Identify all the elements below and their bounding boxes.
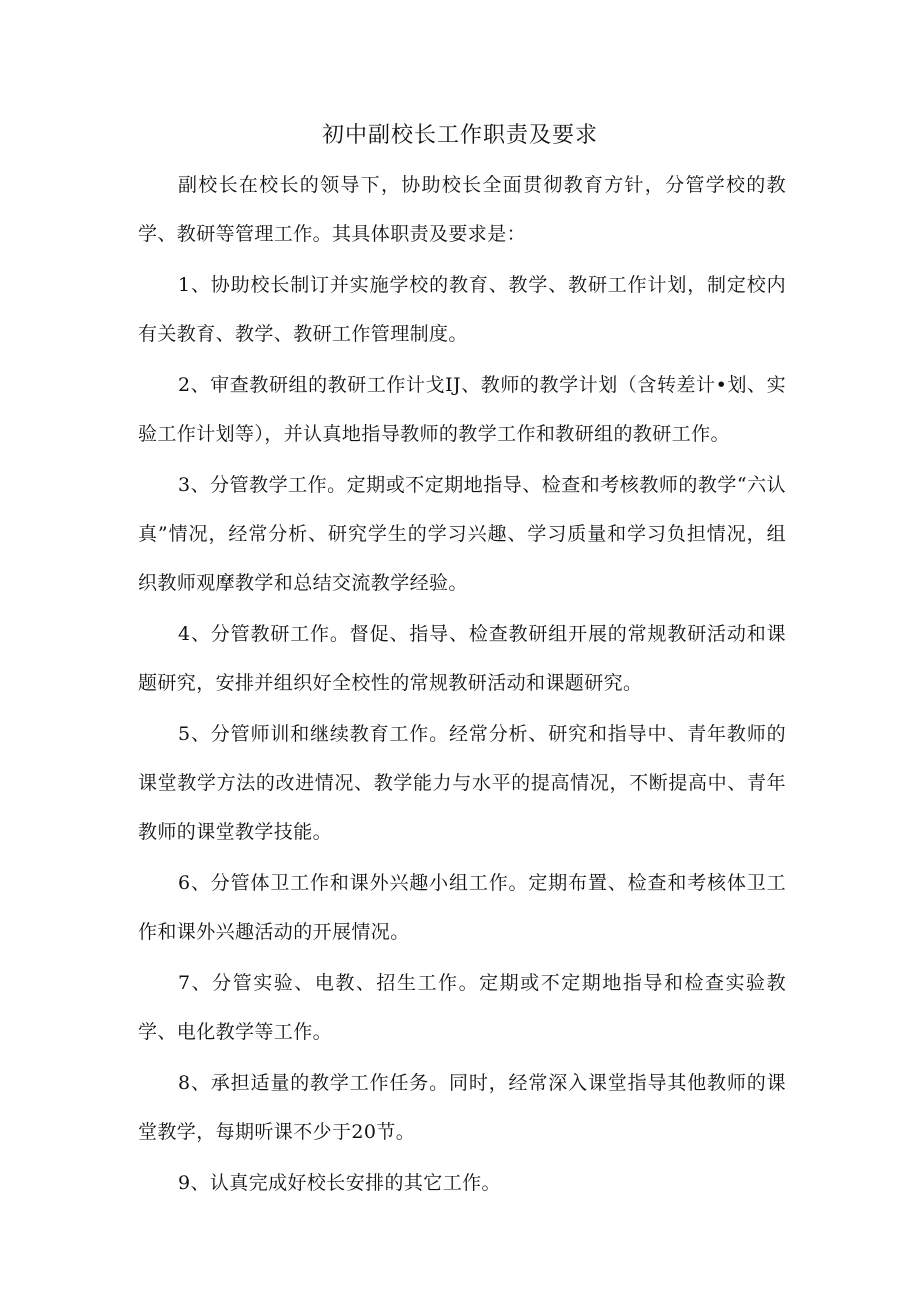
duty-item-9: 9、认真完成好校长安排的其它工作。 [178,1172,501,1194]
duty-item-8: 8、承担适量的教学工作任务。同时，经常深入课堂指导其他教师的课堂教学，每期听课不少于20节。 [138,1072,786,1143]
duty-item-6: 6、分管体卫工作和课外兴趣小组工作。定期布置、检查和考核体卫工作和课外兴趣活动的开展情况。 [138,872,786,943]
duty-item-5: 5、分管师训和继续教育工作。经常分析、研究和指导中、青年教师的课堂教学方法的改进情况、教学能力与水平的提高情况，不断提高中、青年教师的课堂教学技能。 [138,723,786,843]
duty-item-7: 7、分管实验、电教、招生工作。定期或不定期地指导和检查实验教学、电化教学等工作。 [138,972,786,1043]
duty-item-2: 2、审查教研组的教研工作计戈IJ、教师的教学计划（含转差计•划、实验工作计划等），并认真地指导教师的教学工作和教研组的教研工作。 [138,374,786,445]
document-body [138,161,786,1210]
duty-item-1: 1、协助校长制订并实施学校的教育、教学、教研工作计划，制定校内有关教育、教学、教研工作管理制度。 [138,274,786,345]
document-title: 初中副校长工作职责及要求 [321,123,598,148]
duty-item-3: 3、分管教学工作。定期或不定期地指导、检查和考核教师的教学“六认真”情况，经常分析、研究学生的学习兴趣、学习质量和学习负担情况，组织教师观摩教学和总结交流教学经验。 [138,474,786,594]
intro-paragraph: 副校长在校长的领导下，协助校长全面贯彻教育方针，分管学校的教学、教研等管理工作。其具体职责及要求是： [138,174,786,245]
duty-item-4: 4、分管教研工作。督促、指导、检查教研组开展的常规教研活动和课题研究，安排并组织好全校性的常规教研活动和课题研究。 [138,623,786,694]
